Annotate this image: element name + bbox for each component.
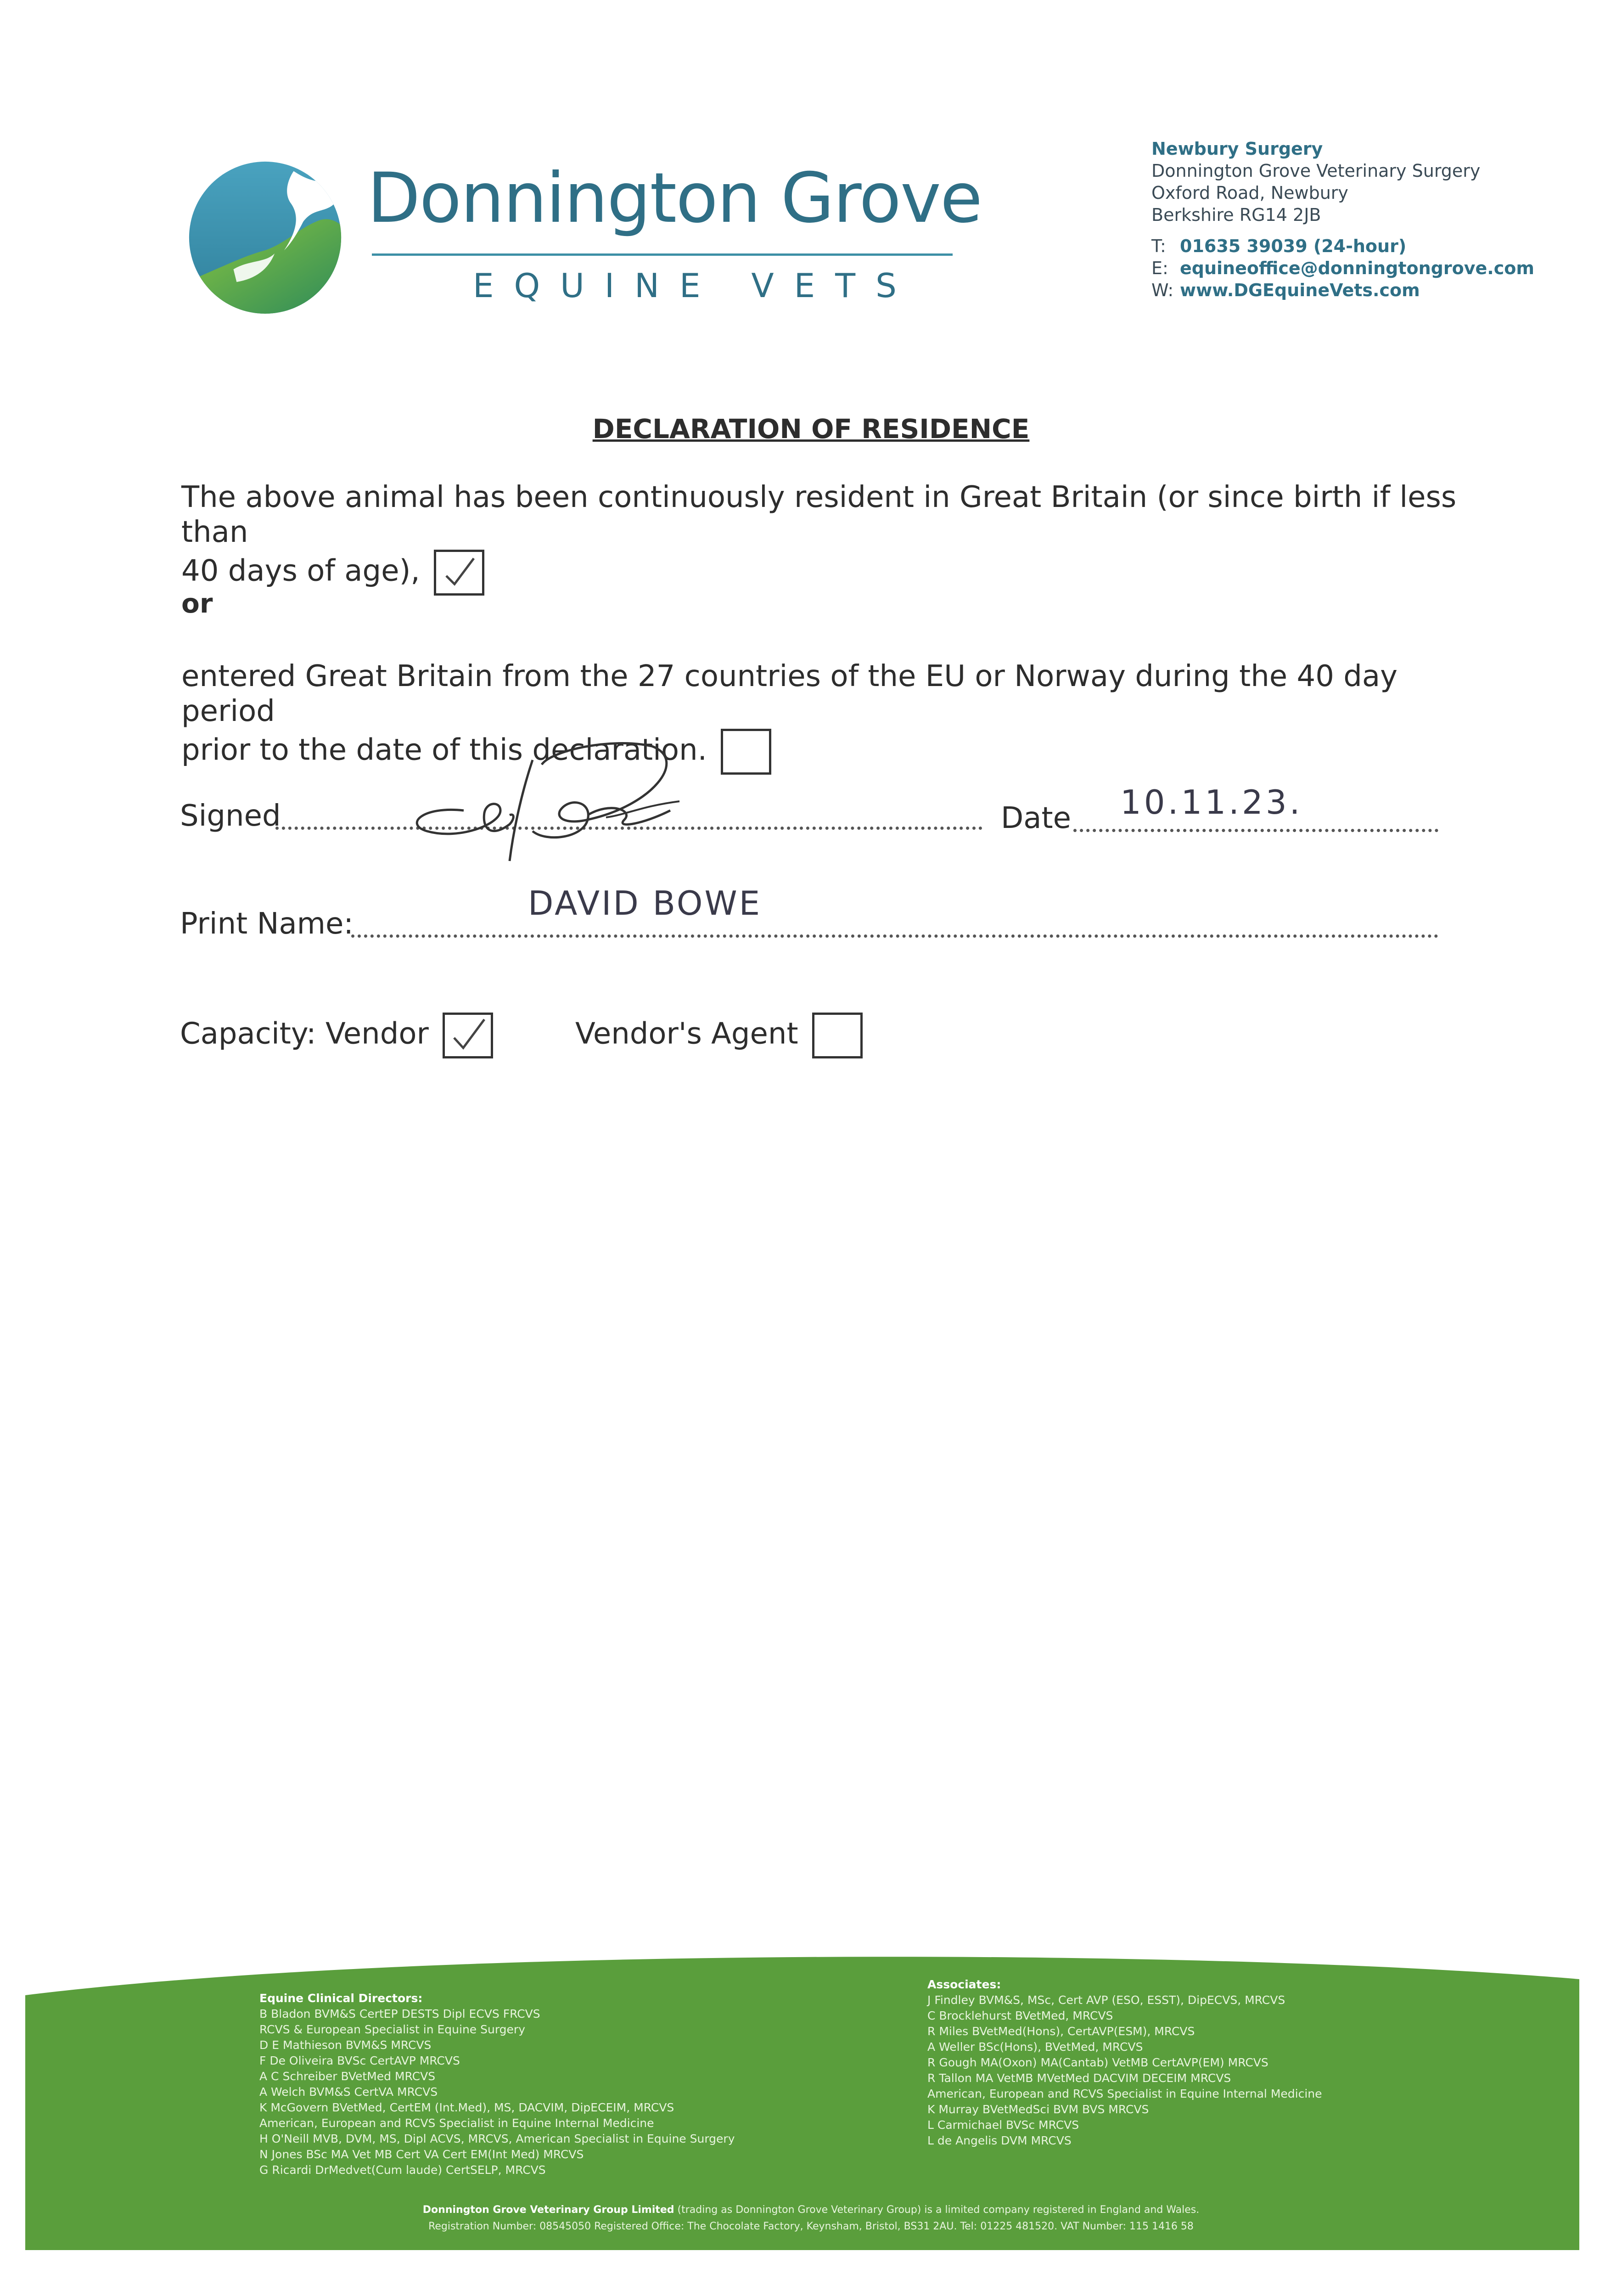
brand-name: Donnington Grove xyxy=(367,158,982,238)
address-line: Donnington Grove Veterinary Surgery xyxy=(1151,161,1481,181)
statement-continuous-residence xyxy=(181,480,1467,596)
vendor-checkbox[interactable] xyxy=(443,1013,493,1058)
director-entry: N Jones BSc MA Vet MB Cert VA Cert EM(Int Med) MRCVS xyxy=(259,2148,584,2161)
signed-label: Signed xyxy=(180,799,281,833)
associate-entry: R Tallon MA VetMB MVetMed DACVIM DECEIM MRCVS xyxy=(927,2071,1231,2085)
associates-list xyxy=(927,1977,1322,2149)
director-entry: F De Oliveira BVSc CertAVP MRCVS xyxy=(259,2054,460,2067)
statement-line: 40 days of age), xyxy=(181,554,420,588)
phone-label: T: xyxy=(1151,236,1166,256)
date-line[interactable] xyxy=(1073,829,1438,832)
brand-subtitle: EQUINE VETS xyxy=(473,266,917,305)
director-entry: D E Mathieson BVM&S MRCVS xyxy=(259,2038,432,2052)
checkmark-icon xyxy=(445,1015,491,1056)
director-entry: A C Schreiber BVetMed MRCVS xyxy=(259,2070,436,2083)
residence-checkbox[interactable] xyxy=(434,550,484,596)
director-entry: A Welch BVM&S CertVA MRCVS xyxy=(259,2085,438,2099)
footer-banner xyxy=(0,1929,1622,2296)
legal-registration: Registration Number: 08545050 Registered Office: The Chocolate Factory, Keynsham, Bristol, BS31 2AU. Tel: 01225 481520. VAT Number: 115 1416 58 xyxy=(428,2221,1194,2232)
print-name-label: Print Name: xyxy=(180,907,354,941)
email-address: equineoffice@donningtongrove.com xyxy=(1180,258,1534,278)
handwritten-signature xyxy=(395,732,716,870)
contact-block xyxy=(1151,138,1534,301)
statement-eu-entry xyxy=(181,659,1467,775)
checkmark-icon xyxy=(436,552,482,593)
associate-entry: R Gough MA(Oxon) MA(Cantab) VetMB CertAVP(EM) MRCVS xyxy=(927,2056,1268,2069)
associate-entry: R Miles BVetMed(Hons), CertAVP(ESM), MRCVS xyxy=(927,2025,1195,2038)
associate-entry: J Findley BVM&S, MSc, Cert AVP (ESO, ESST), DipECVS, MRCVS xyxy=(927,1993,1285,2007)
legal-company-name: Donnington Grove Veterinary Group Limited xyxy=(422,2204,674,2216)
director-entry: K McGovern BVetMed, CertEM (Int.Med), MS, DACVIM, DipECEIM, MRCVS xyxy=(259,2101,674,2114)
address-line: Oxford Road, Newbury xyxy=(1151,183,1348,203)
associates-heading: Associates: xyxy=(927,1978,1001,1991)
director-entry: RCVS & European Specialist in Equine Surgery xyxy=(259,2023,526,2036)
capacity-vendor-label: Capacity: Vendor xyxy=(180,1017,429,1051)
email-row xyxy=(1151,257,1534,279)
associate-entry: A Weller BSc(Hons), BVetMed, MRCVS xyxy=(927,2040,1143,2054)
statement-line: entered Great Britain from the 27 countries of the EU or Norway during the 40 day period xyxy=(181,659,1398,728)
vendor-agent-checkbox[interactable] xyxy=(812,1013,863,1058)
eu-entry-checkbox[interactable] xyxy=(721,729,771,775)
capacity-agent-row xyxy=(575,1013,863,1058)
date-value: 10.11.23. xyxy=(1120,783,1303,822)
directors-list xyxy=(259,1991,735,2178)
web-row xyxy=(1151,279,1534,301)
associate-entry: L de Angelis DVM MRCVS xyxy=(927,2134,1072,2147)
director-entry: American, European and RCVS Specialist in Equine Internal Medicine xyxy=(259,2116,654,2130)
associate-entry: C Brocklehurst BVetMed, MRCVS xyxy=(927,2009,1113,2022)
email-label: E: xyxy=(1151,258,1168,278)
horse-logo-icon xyxy=(186,158,344,317)
surgery-name: Newbury Surgery xyxy=(1151,139,1323,159)
director-entry: H O'Neill MVB, DVM, MS, Dipl ACVS, MRCVS, American Specialist in Equine Surgery xyxy=(259,2132,735,2145)
statement-line: prior to the date of this declaration. xyxy=(181,733,707,767)
director-entry: G Ricardi DrMedvet(Cum laude) CertSELP, MRCVS xyxy=(259,2163,546,2177)
brand-divider xyxy=(372,253,953,256)
statement-line: The above animal has been continuously resident in Great Britain (or since birth if less than xyxy=(181,480,1457,549)
web-label: W: xyxy=(1151,280,1174,300)
print-name-line[interactable] xyxy=(351,934,1438,938)
capacity-vendor-row xyxy=(180,1013,493,1058)
address-line: Berkshire RG14 2JB xyxy=(1151,205,1321,225)
associate-entry: K Murray BVetMedSci BVM BVS MRCVS xyxy=(927,2103,1149,2116)
phone-number: 01635 39039 (24-hour) xyxy=(1180,236,1407,256)
vendor-agent-label: Vendor's Agent xyxy=(575,1017,798,1051)
footer-legal xyxy=(0,2202,1622,2235)
print-name-value: DAVID BOWE xyxy=(528,884,762,923)
web-address: www.DGEquineVets.com xyxy=(1180,280,1420,300)
date-label: Date xyxy=(1001,801,1071,835)
directors-heading: Equine Clinical Directors: xyxy=(259,1992,423,2005)
or-separator: or xyxy=(181,588,213,619)
associate-entry: American, European and RCVS Specialist in Equine Internal Medicine xyxy=(927,2087,1322,2100)
phone-row xyxy=(1151,235,1534,257)
legal-description: (trading as Donnington Grove Veterinary Group) is a limited company registered in England and Wales. xyxy=(674,2204,1200,2216)
document-title: DECLARATION OF RESIDENCE xyxy=(592,413,1030,445)
director-entry: B Bladon BVM&S CertEP DESTS Dipl ECVS FRCVS xyxy=(259,2007,540,2020)
associate-entry: L Carmichael BVSc MRCVS xyxy=(927,2118,1079,2132)
